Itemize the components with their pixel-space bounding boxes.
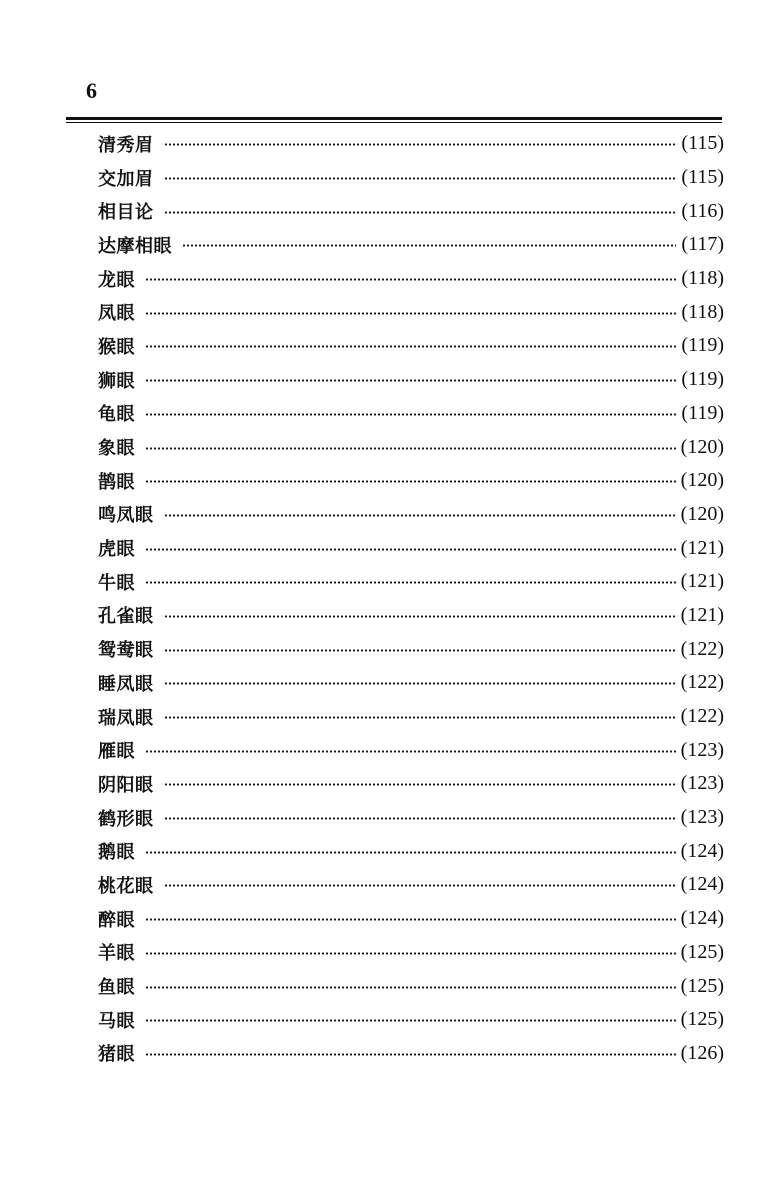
toc-dot-leader [145,918,676,921]
toc-dot-leader [145,548,676,551]
toc-entry[interactable] [98,767,724,801]
toc-entry-title: 清秀眉 [98,134,154,156]
toc-entry[interactable] [98,363,724,397]
toc-entry-page: (119) [681,368,724,391]
toc-entry[interactable] [98,632,724,666]
toc-entry[interactable] [98,902,724,936]
toc-entry[interactable] [98,464,724,498]
toc-entry-page: (122) [680,671,724,694]
toc-entry-title: 马眼 [98,1010,135,1032]
toc-entry-title: 交加眉 [98,168,154,190]
toc-entry-page: (118) [681,267,724,290]
toc-dot-leader [164,177,677,180]
toc-dot-leader [145,312,676,315]
toc-dot-leader [145,1053,676,1056]
toc-dot-leader [164,817,676,820]
toc-entry-page: (125) [680,1008,724,1031]
toc-dot-leader [145,986,676,989]
toc-entry-title: 雁眼 [98,741,135,763]
toc-dot-leader [164,649,676,652]
toc-entry-title: 相目论 [98,202,154,224]
toc-entry-page: (116) [681,199,724,222]
toc-entry[interactable] [98,1037,724,1071]
toc-entry[interactable] [98,295,724,329]
toc-entry-title: 牛眼 [98,572,135,594]
toc-dot-leader [145,413,676,416]
toc-dot-leader [164,615,676,618]
toc-entry-page: (115) [681,166,724,189]
toc-entry-title: 鸣凤眼 [98,505,154,527]
toc-entry-title: 鱼眼 [98,977,135,999]
toc-entry[interactable] [98,599,724,633]
toc-dot-leader [145,345,676,348]
toc-entry[interactable] [98,397,724,431]
toc-entry-title: 鹊眼 [98,471,135,493]
toc-entry[interactable] [98,801,724,835]
toc-entry-title: 龙眼 [98,269,135,291]
toc-dot-leader [145,851,676,854]
toc-entry[interactable] [98,936,724,970]
toc-entry-page: (124) [680,907,724,930]
toc-entry-title: 孔雀眼 [98,606,154,628]
toc-entry-page: (120) [680,435,724,458]
toc-entry[interactable] [98,565,724,599]
toc-entry-page: (119) [681,401,724,424]
toc-dot-leader [145,581,676,584]
toc-entry-title: 鹅眼 [98,842,135,864]
toc-dot-leader [164,514,676,517]
toc-entry[interactable] [98,733,724,767]
table-of-contents [98,127,724,1070]
toc-entry[interactable] [98,868,724,902]
toc-entry-title: 阴阳眼 [98,774,154,796]
toc-entry-page: (121) [680,603,724,626]
toc-entry-page: (124) [680,873,724,896]
toc-entry-page: (125) [680,974,724,997]
toc-entry[interactable] [98,969,724,1003]
toc-entry-title: 鹤形眼 [98,808,154,830]
toc-entry[interactable] [98,430,724,464]
toc-entry[interactable] [98,228,724,262]
toc-entry[interactable] [98,127,724,161]
toc-dot-leader [164,783,676,786]
toc-entry-title: 象眼 [98,438,135,460]
toc-entry-page: (122) [680,705,724,728]
page-number: 6 [86,78,97,103]
toc-entry-page: (120) [680,469,724,492]
toc-entry-page: (117) [681,233,724,256]
toc-dot-leader [182,244,676,247]
toc-entry-title: 睡凤眼 [98,673,154,695]
toc-entry-page: (125) [680,940,724,963]
toc-entry[interactable] [98,834,724,868]
toc-entry-page: (119) [681,334,724,357]
toc-entry-title: 羊眼 [98,943,135,965]
toc-entry[interactable] [98,262,724,296]
toc-entry-page: (124) [680,839,724,862]
toc-entry-title: 瑞凤眼 [98,707,154,729]
toc-entry[interactable] [98,161,724,195]
toc-entry-page: (118) [681,300,724,323]
toc-entry-page: (121) [680,536,724,559]
toc-entry-title: 龟眼 [98,404,135,426]
toc-dot-leader [164,211,677,214]
toc-entry-page: (120) [680,502,724,525]
toc-dot-leader [164,143,677,146]
toc-entry-title: 虎眼 [98,539,135,561]
toc-entry-title: 猴眼 [98,336,135,358]
toc-entry-page: (126) [680,1041,724,1064]
toc-dot-leader [164,716,676,719]
toc-entry-title: 桃花眼 [98,875,154,897]
toc-dot-leader [145,447,676,450]
toc-dot-leader [145,379,676,382]
toc-dot-leader [164,682,676,685]
toc-entry[interactable] [98,531,724,565]
toc-entry-page: (115) [681,132,724,155]
toc-dot-leader [145,278,676,281]
header-rule-thin [66,122,722,123]
toc-entry[interactable] [98,194,724,228]
toc-entry[interactable] [98,329,724,363]
toc-entry-title: 达摩相眼 [98,235,172,257]
toc-entry[interactable] [98,700,724,734]
toc-dot-leader [145,952,676,955]
toc-entry[interactable] [98,498,724,532]
toc-entry-page: (121) [680,570,724,593]
toc-dot-leader [145,1019,676,1022]
toc-dot-leader [145,480,676,483]
toc-entry-title: 鸳鸯眼 [98,640,154,662]
toc-entry-page: (123) [680,738,724,761]
toc-entry-page: (122) [680,637,724,660]
header-rule-thick [66,117,722,120]
toc-entry[interactable] [98,666,724,700]
toc-entry-title: 狮眼 [98,370,135,392]
toc-entry-title: 凤眼 [98,303,135,325]
toc-entry-page: (123) [680,806,724,829]
toc-entry[interactable] [98,1003,724,1037]
toc-entry-page: (123) [680,772,724,795]
toc-entry-title: 猪眼 [98,1044,135,1066]
toc-dot-leader [145,750,676,753]
toc-entry-title: 醉眼 [98,909,135,931]
toc-dot-leader [164,884,676,887]
